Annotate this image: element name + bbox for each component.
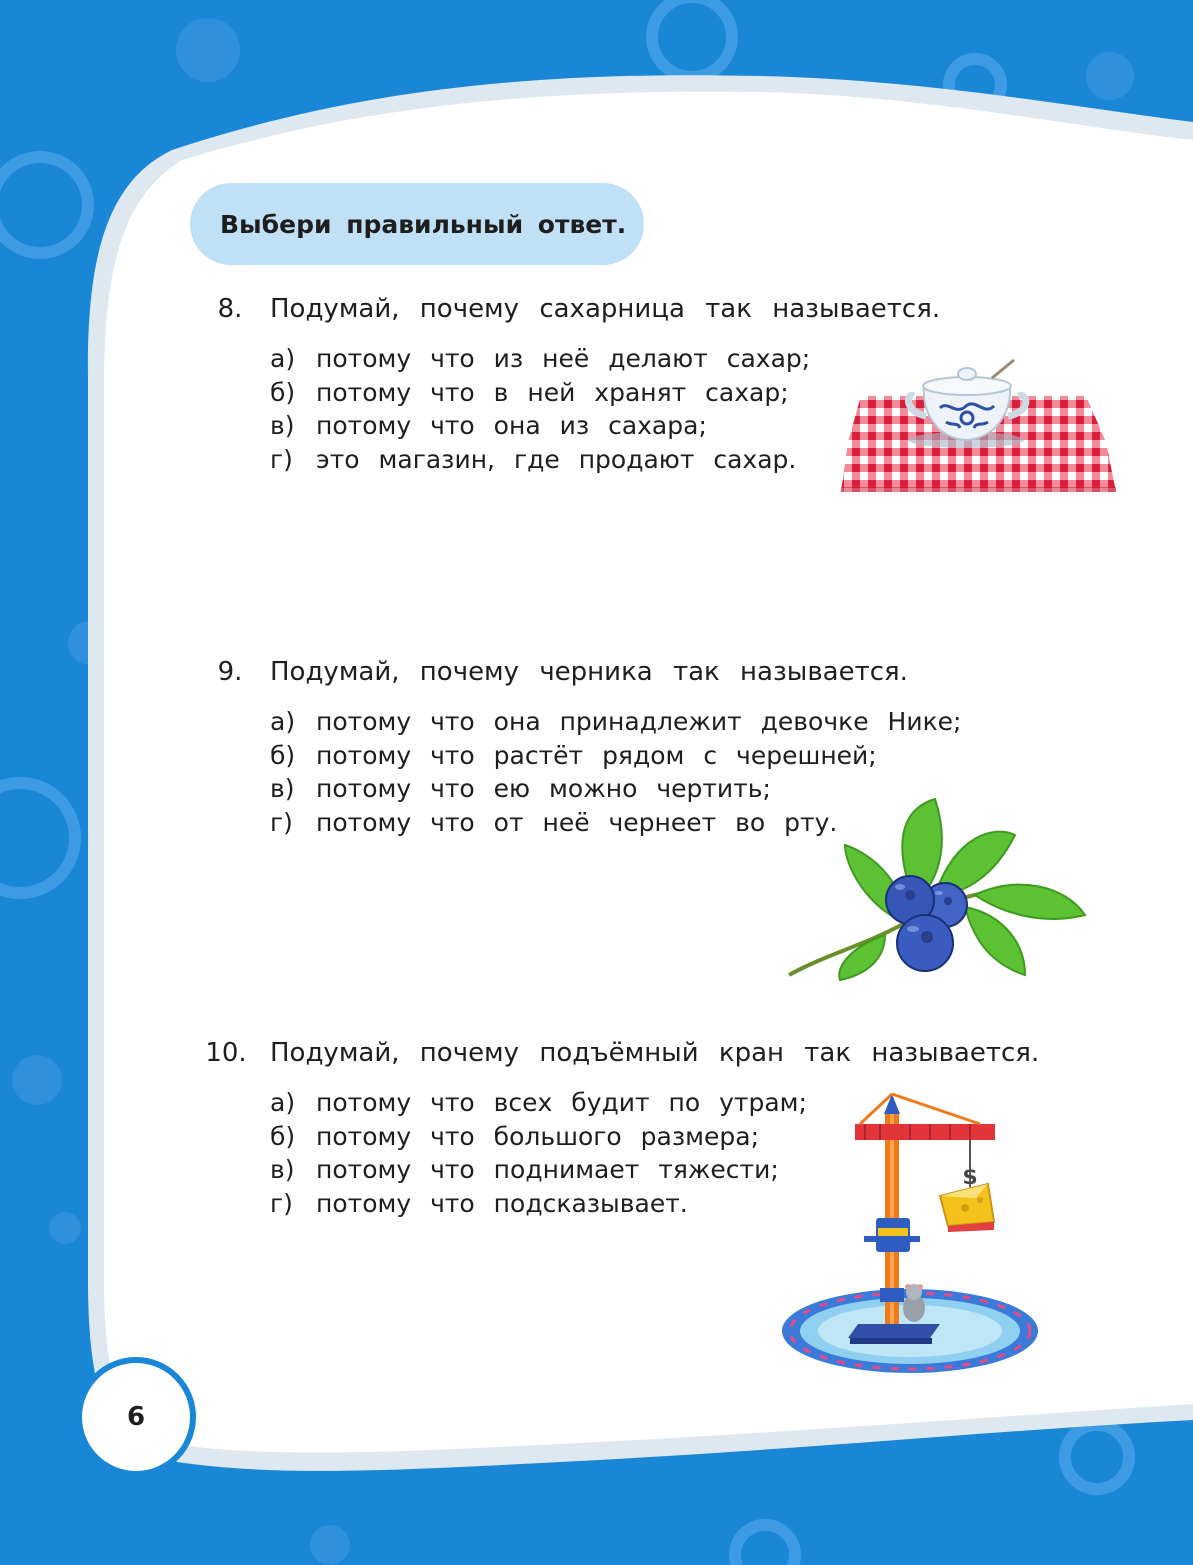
option-text: потому что она из сахара; [316, 411, 707, 440]
answer-option-b[interactable] [270, 376, 810, 410]
answer-option-a[interactable] [270, 342, 810, 376]
option-text: потому что подсказывает. [316, 1188, 688, 1218]
svg-text:$: $ [962, 1165, 978, 1190]
question-title [200, 652, 1070, 692]
answer-option-b[interactable] [270, 1120, 807, 1154]
question-text: Подумай, почему сахарница так называется. [270, 294, 941, 324]
option-letter: г) [270, 1188, 293, 1218]
answer-option-a[interactable] [270, 705, 961, 739]
option-text: потому что она принадлежит девочке Нике; [316, 707, 962, 736]
answer-option-g[interactable] [270, 1187, 807, 1221]
question-number: 10. [205, 1038, 247, 1068]
answer-option-g[interactable] [270, 443, 810, 477]
answer-option-v[interactable] [270, 409, 810, 443]
option-text: потому что всех будит по утрам; [316, 1088, 807, 1117]
page-number-badge [76, 1357, 196, 1477]
question-number: 8. [217, 294, 243, 324]
blueberry-illustration [785, 795, 1095, 995]
answer-option-a[interactable] [270, 1086, 807, 1120]
option-letter: в) [270, 774, 295, 803]
crane-illustration [780, 1088, 1045, 1378]
answer-option-b[interactable] [270, 739, 961, 773]
option-text: потому что растёт рядом с черешней; [316, 740, 877, 770]
option-text: потому что поднимает тяжести; [316, 1155, 779, 1184]
question-number: 9. [217, 657, 243, 687]
option-letter: б) [270, 377, 296, 407]
question-8 [200, 289, 1070, 474]
answer-option-v[interactable] [270, 1153, 807, 1187]
option-letter: в) [270, 1155, 295, 1184]
question-9 [200, 652, 1070, 837]
question-text: Подумай, почему черника так называется. [270, 657, 908, 687]
option-letter: а) [270, 344, 296, 373]
question-title [200, 1033, 1070, 1073]
sugar-bowl-illustration [836, 352, 1121, 497]
option-letter: б) [270, 1121, 296, 1151]
option-letter: в) [270, 411, 295, 440]
option-letter: г) [270, 444, 293, 474]
option-text: потому что из неё делают сахар; [316, 344, 811, 373]
instruction-text: Выбери правильный ответ. [220, 209, 627, 239]
question-text: Подумай, почему подъёмный кран так называется. [270, 1038, 1040, 1068]
question-title [200, 289, 1070, 329]
answer-options [270, 342, 810, 476]
option-text: потому что от неё чернеет во рту. [316, 807, 838, 837]
option-text: потому что большого размера; [316, 1121, 759, 1151]
option-text: это магазин, где продают сахар. [316, 444, 797, 474]
option-letter: а) [270, 1088, 296, 1117]
option-text: потому что ею можно чертить; [316, 774, 771, 803]
answer-options [270, 1086, 807, 1220]
page-number: 6 [126, 1402, 146, 1432]
option-letter: а) [270, 707, 296, 736]
option-letter: б) [270, 740, 296, 770]
question-10 [200, 1033, 1070, 1218]
instruction-banner [190, 183, 644, 265]
option-letter: г) [270, 807, 293, 837]
option-text: потому что в ней хранят сахар; [316, 377, 789, 407]
